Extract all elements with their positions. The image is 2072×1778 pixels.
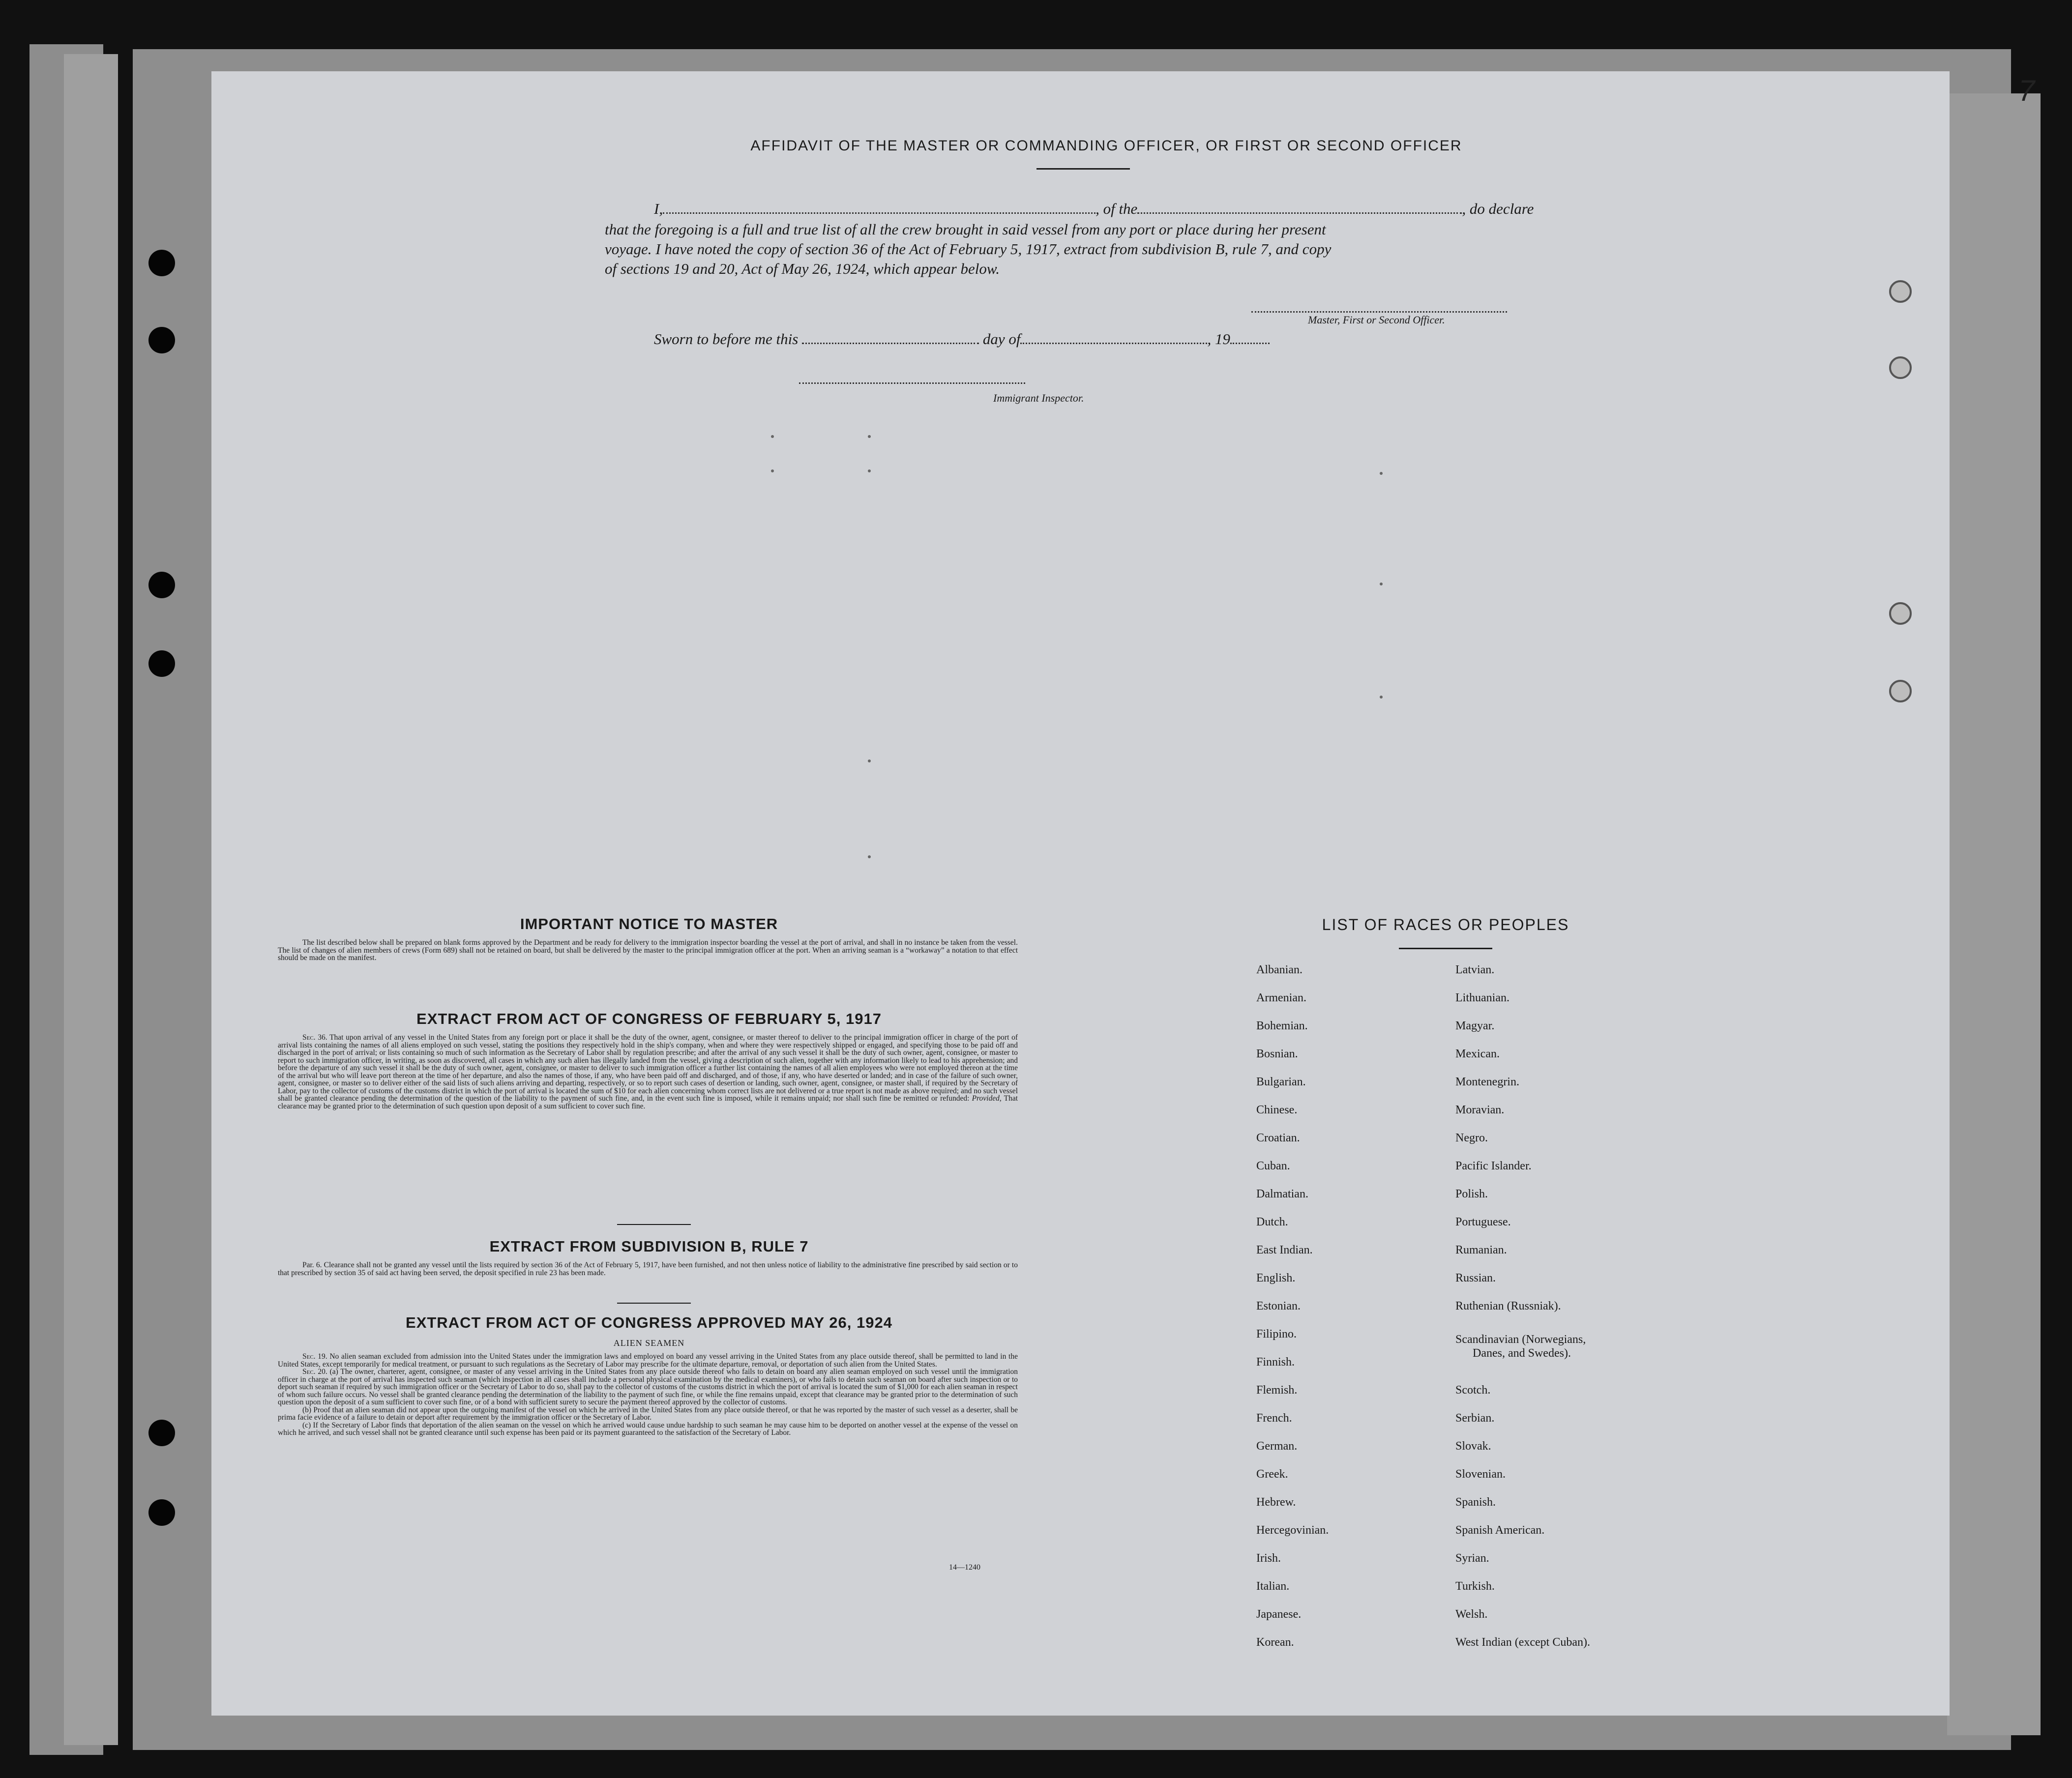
subdivision-b-title: EXTRACT FROM SUBDIVISION B, RULE 7 <box>489 1238 809 1255</box>
subdivision-b-text: Par. 6. Clearance shall not be granted any vessel until the lists required by section 36 of the Act of February 5, 1917, have been furnished, and not then unless notice of liability to the administrative fine prescribed by said section or to that prescribed by section 35 of said act having been served, the deposit specified in rule 23 has been made. <box>278 1261 1018 1277</box>
race-item: Moravian. <box>1455 1104 1505 1116</box>
race-item: Mexican. <box>1455 1048 1500 1060</box>
extract-1924-text <box>278 1353 1018 1437</box>
race-item: Finnish. <box>1256 1356 1295 1369</box>
race-item: Filipino. <box>1256 1328 1297 1341</box>
race-item: French. <box>1256 1412 1292 1425</box>
sworn-month-blank[interactable] <box>1020 332 1207 344</box>
race-item: Magyar. <box>1455 1020 1495 1032</box>
sec-19 <box>278 1353 1018 1368</box>
binder-hole <box>148 250 175 276</box>
race-item: Scandinavian (Norwegians, <box>1455 1333 1586 1346</box>
bleed-dot <box>1380 472 1383 475</box>
bleed-dot <box>1380 583 1383 585</box>
sec-19-body: No alien seaman excluded from admission into the United States under the immigration laws and employed on board any vessel arriving in the United States from any place outside thereof, shall be permitted to land in the United States, except temporarily for medical treatment, or pursuant to such regulations as the Secretary of Labor may prescribe for the ultimate departure, removal, or deportation of such alien from the United States. <box>278 1352 1018 1369</box>
races-rule <box>1399 948 1492 949</box>
bleed-dot <box>771 435 774 438</box>
affidavit-title: AFFIDAVIT OF THE MASTER OR COMMANDING OFFICER, OR FIRST OR SECOND OFFICER <box>750 138 1462 154</box>
sworn-day-of: day of <box>982 330 1021 348</box>
race-item: Armenian. <box>1256 991 1306 1004</box>
race-item: Polish. <box>1455 1188 1488 1200</box>
race-item: Croatian. <box>1256 1132 1300 1144</box>
races-title: LIST OF RACES OR PEOPLES <box>1322 916 1569 933</box>
race-item: East Indian. <box>1256 1244 1313 1256</box>
race-item: Montenegrin. <box>1455 1076 1519 1088</box>
race-item: Slovak. <box>1455 1440 1491 1453</box>
race-item: Dalmatian. <box>1256 1188 1308 1200</box>
race-item: Spanish American. <box>1455 1524 1545 1537</box>
race-item: Welsh. <box>1455 1608 1488 1621</box>
race-item: Portuguese. <box>1455 1216 1511 1228</box>
sworn-year: , 19 <box>1207 330 1230 348</box>
bleed-dot <box>1380 696 1383 699</box>
master-signature-label: Master, First or Second Officer. <box>1308 314 1445 326</box>
race-item: Greek. <box>1256 1468 1288 1481</box>
left-paper-strip-inner <box>64 54 118 1745</box>
title-rule <box>1036 168 1130 170</box>
sworn-line <box>654 329 1270 349</box>
bleed-dot <box>771 469 774 472</box>
race-item: Slovenian. <box>1455 1468 1506 1481</box>
race-item: English. <box>1256 1272 1296 1284</box>
alien-seamen-subtitle: ALIEN SEAMEN <box>613 1338 685 1348</box>
race-item: Korean. <box>1256 1636 1294 1649</box>
section-rule <box>617 1224 691 1225</box>
affidavit-line-4: of sections 19 and 20, Act of May 26, 1924, which appear below. <box>605 260 1000 277</box>
race-item: Flemish. <box>1256 1384 1298 1397</box>
bleed-dot <box>868 759 871 762</box>
inspector-signature-line[interactable] <box>799 382 1025 384</box>
sec-20c: (c) If the Secretary of Labor finds that deportation of the alien seaman on the vessel on which he arrived would cause undue hardship to such seaman he may cause him to be deported on another vessel at the expense of the vessel on which he arrived, and such vessel shall not be granted clearance until such expense has been paid or its payment guaranteed to the satisfaction of the Secretary of Labor. <box>278 1421 1018 1437</box>
sworn-day-blank[interactable] <box>802 332 979 344</box>
sec-36-label: Sec. 36. <box>302 1033 327 1042</box>
binder-hole <box>148 1499 175 1526</box>
master-signature-line[interactable] <box>1251 311 1507 313</box>
affidavit-line-2: that the foregoing is a full and true list of all the crew brought in said vessel from any port or place during her present <box>605 221 1326 238</box>
vessel-blank[interactable] <box>1137 202 1462 214</box>
binder-hole-grommet <box>1889 680 1912 702</box>
race-item: Syrian. <box>1455 1552 1489 1565</box>
affidavit-declare: , do declare <box>1462 200 1534 217</box>
race-item: Cuban. <box>1256 1160 1290 1172</box>
race-item: Italian. <box>1256 1580 1290 1593</box>
race-item: Spanish. <box>1455 1496 1496 1509</box>
binder-hole <box>148 650 175 677</box>
extract-1924-title: EXTRACT FROM ACT OF CONGRESS APPROVED MAY 26, 1924 <box>406 1314 892 1331</box>
sworn-year-blank[interactable] <box>1230 332 1270 344</box>
sec-20b: (b) Proof that an alien seaman did not appear upon the outgoing manifest of the vessel on which he arrived in the United States from any place outside thereof, or that he was reported by the master of such vessel as a deserter, shall be prima facie evidence of a failure to detain or deport after requirement by the immigration officer or the Secretary of Labor. <box>278 1405 1018 1422</box>
sec-19-label: Sec. 19. <box>302 1352 327 1361</box>
sec-36-end: That clearance may be granted prior to the determination of such question upon deposit of a sum sufficient to cover such fine. <box>278 1094 1018 1110</box>
race-item: Turkish. <box>1455 1580 1495 1593</box>
binder-hole <box>148 1420 175 1446</box>
race-item: Irish. <box>1256 1552 1281 1565</box>
race-item: Lithuanian. <box>1455 991 1510 1004</box>
sec-20a-body: (a) The owner, charterer, agent, consignee, or master of any vessel arriving in the United States from any place outside thereof who fails to detain on board any alien seaman employed on such vessel until the immigration officer in charge at the port of arrival has inspected such seaman (which inspection in all cases shall include a personal physical examination by the medical examiners), or who fails to detain such seaman on board after such inspection or to deport such seaman if required by such immigration officer or the Secretary of Labor to do so, shall pay to the collector of customs of the customs district in which the port of arrival is located the sum of $1,000 for each alien seaman in respect of whom such failure occurs. No vessel shall be granted clearance pending the determination of the liability to the payment of such fine, or while the fine remains unpaid, except that clearance may be granted prior to the determination of such question upon the deposit of a sum sufficient to cover such fine, or of a bond with sufficient surety to secure the payment thereof approved by the collector of customs. <box>278 1368 1018 1406</box>
race-item: Rumanian. <box>1455 1244 1507 1256</box>
race-item: Hercegovinian. <box>1256 1524 1329 1537</box>
inspector-label: Immigrant Inspector. <box>993 392 1084 404</box>
sec-20-label: Sec. 20. <box>302 1368 327 1376</box>
race-item: Dutch. <box>1256 1216 1288 1228</box>
binder-hole-grommet <box>1889 280 1912 303</box>
affidavit-line-3: voyage. I have noted the copy of section 36 of the Act of February 5, 1917, extract from subdivision B, rule 7, and copy <box>605 240 1332 258</box>
race-item: Scotch. <box>1455 1384 1491 1397</box>
race-item: Bohemian. <box>1256 1020 1308 1032</box>
race-item: Japanese. <box>1256 1608 1302 1621</box>
race-item: Hebrew. <box>1256 1496 1296 1509</box>
name-blank[interactable] <box>663 202 1095 214</box>
race-item: Estonian. <box>1256 1300 1301 1312</box>
section-rule <box>617 1303 691 1304</box>
form-number: 14—1240 <box>949 1563 980 1572</box>
race-item: Danes, and Swedes). <box>1473 1347 1571 1360</box>
sec-36-provided: Provided, <box>972 1094 1002 1103</box>
race-item: Bulgarian. <box>1256 1076 1306 1088</box>
race-item: West Indian (except Cuban). <box>1455 1636 1590 1649</box>
affidavit-of-the: , of the <box>1095 200 1138 217</box>
notice-text: The list described below shall be prepared on blank forms approved by the Department and be ready for delivery to the immigration inspector boarding the vessel at the port of arrival, and shall in no instance be taken from the vessel. The list of changes of alien members of crews (Form 689) shall not be retained on board, but shall be delivered by the master to the principal immigration officer at the port. When an arriving seaman is a “workaway” a notation to that effect should be made on the manifest. <box>278 938 1018 962</box>
race-item: Latvian. <box>1455 963 1495 976</box>
extract-1917-text <box>278 1034 1018 1110</box>
notice-title: IMPORTANT NOTICE TO MASTER <box>520 915 778 933</box>
form-page <box>211 71 1950 1716</box>
extract-1917-title: EXTRACT FROM ACT OF CONGRESS OF FEBRUARY 5, 1917 <box>416 1010 882 1027</box>
race-item: Negro. <box>1455 1132 1488 1144</box>
right-edge-sheet <box>1947 93 2041 1735</box>
affidavit-i: I, <box>654 200 663 217</box>
race-item: German. <box>1256 1440 1298 1453</box>
bleed-dot <box>868 855 871 858</box>
race-item: Pacific Islander. <box>1455 1160 1532 1172</box>
race-item: Russian. <box>1455 1272 1496 1284</box>
binder-hole-grommet <box>1889 602 1912 625</box>
sec-36-body: That upon arrival of any vessel in the United States from any foreign port or place it shall be the duty of the owner, agent, consignee, or master thereof to deliver to the principal immigration officer in charge of the port of arrival lists containing the names of all aliens employed on such vessel, stating the positions they respectively hold in the ship's company, when and where they were respectively shipped or engaged, and specifying those to be paid off and discharged in the port of arrival; or lists containing so much of such information as the Secretary of Labor shall by regulation prescribe; and after the arrival of any such vessel it shall be the duty of such owner, agent, consignee, or master to report to such immigration officer, in writing, as soon as discovered, all cases in which any such alien has illegally landed from the vessel, giving a description of such alien, together with any information likely to lead to his apprehension; and before the departure of any such vessel it shall be the duty of such owner, agent, consignee, or master to deliver to such immigration officer a further list containing the names of all alien employees who were not employed thereon at the time of the arrival but who will leave port thereon at the time of her departure, and also the names of those, if any, who have been paid off and discharged, and of those, if any, who have deserted or landed; and in case of the failure of such owner, agent, consignee, or master so to deliver either of the said lists of such aliens arriving and departing, respectively, or so to report such cases of desertion or landing, such owner, agent, consignee, or master shall, if required by the Secretary of Labor, pay to the collector of customs of the customs district in which the port of arrival is located the sum of $10 for each alien concerning whom correct lists are not delivered or a true report is not made as above required; and no such vessel shall be granted clearance pending the determination of the question of the liability to the payment of such fine, and, in the event such fine is imposed, while it remains unpaid; nor shall such fine be remitted or refunded: <box>278 1033 1018 1103</box>
race-item: Ruthenian (Russniak). <box>1455 1300 1561 1312</box>
race-item: Serbian. <box>1455 1412 1495 1425</box>
page-mark: 7 <box>2018 74 2035 107</box>
affidavit-line-1 <box>654 199 1559 219</box>
sworn-prefix: Sworn to before me this <box>654 330 799 348</box>
bleed-dot <box>868 469 871 472</box>
binder-hole <box>148 572 175 598</box>
sec-20a <box>278 1368 1018 1406</box>
binder-hole <box>148 327 175 353</box>
bleed-dot <box>868 435 871 438</box>
race-item: Albanian. <box>1256 963 1302 976</box>
race-item: Chinese. <box>1256 1104 1298 1116</box>
binder-hole-grommet <box>1889 356 1912 379</box>
race-item: Bosnian. <box>1256 1048 1298 1060</box>
